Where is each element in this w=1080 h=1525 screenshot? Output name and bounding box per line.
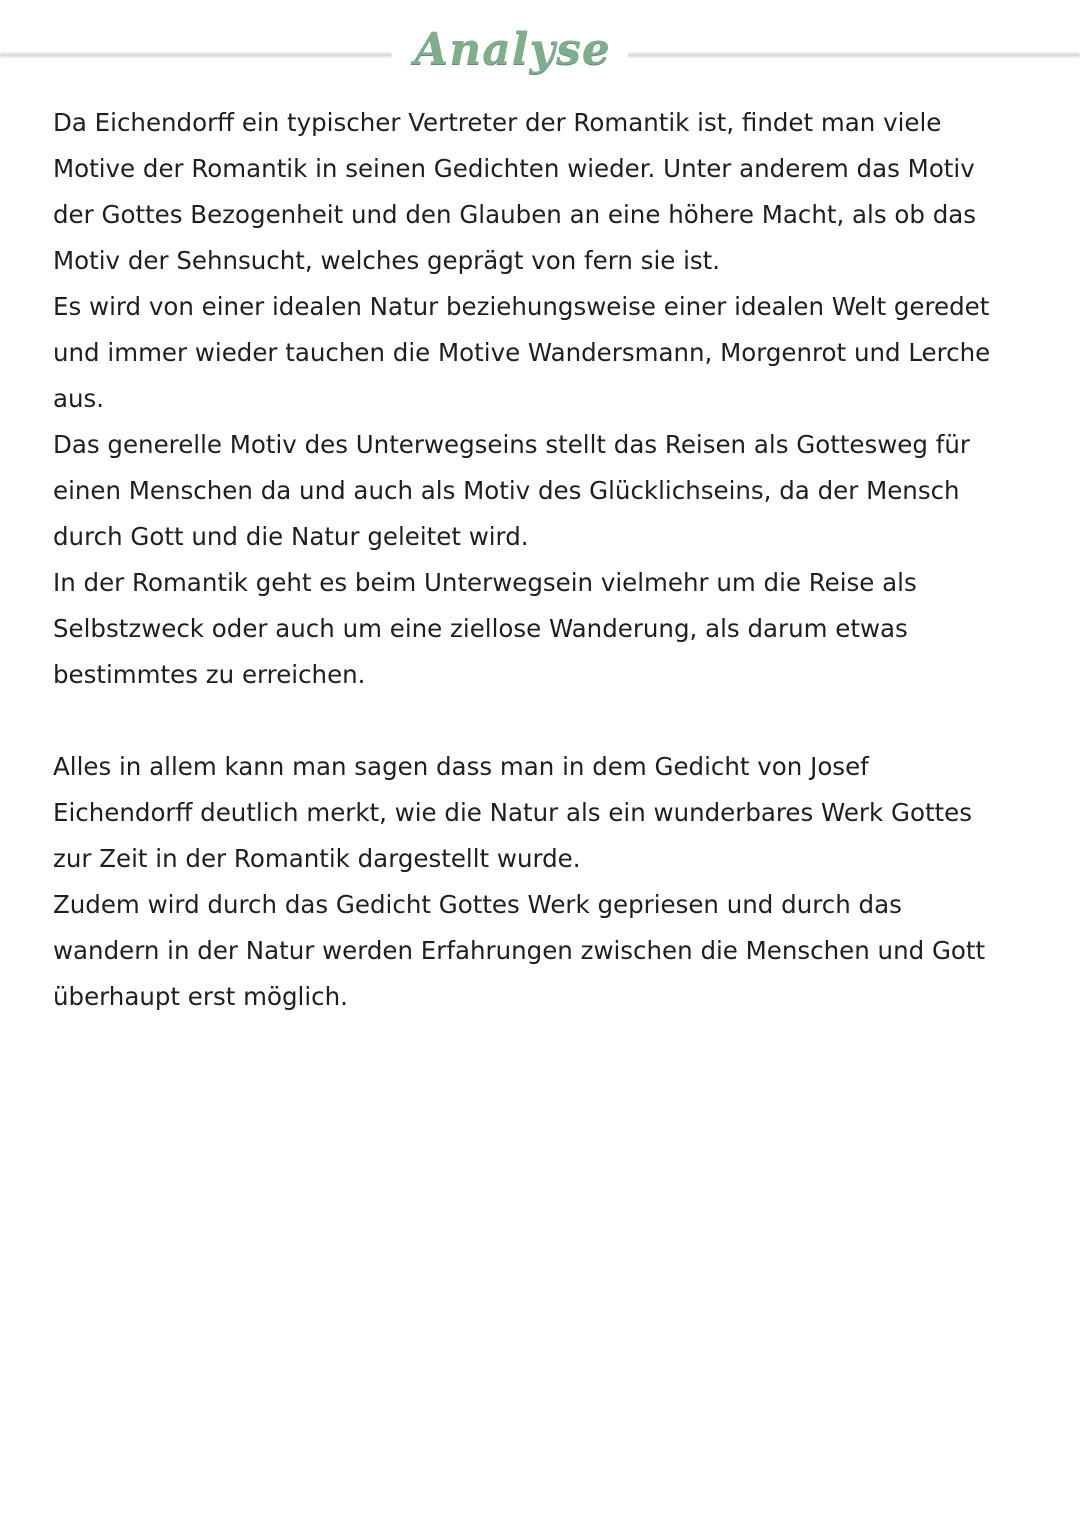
paragraph-conclusion: Alles in allem kann man sagen dass man in dem Gedicht von Josef Eichendorff deutlich merkt, wie die Natur als ein wunderbares Werk Gottes zur Zeit in der Romantik dargestellt wurde.	[53, 752, 972, 873]
paragraph-romantic-journey: In der Romantik geht es beim Unterwegsein vielmehr um die Reise als Selbstzweck oder auch um eine ziellose Wanderung, als darum etwas bestimmtes zu erreichen.	[53, 568, 917, 689]
analysis-body	[53, 100, 1013, 1020]
page-title: Analyse	[414, 24, 611, 75]
paragraph-ideal-nature: Es wird von einer idealen Natur beziehungsweise einer idealen Welt geredet und immer wieder tauchen die Motive Wandersmann, Morgenrot und Lerche aus.	[53, 292, 991, 413]
paragraph-closing: Zudem wird durch das Gedicht Gottes Werk gepriesen und durch das wandern in der Natur werden Erfahrungen zwischen die Menschen und Gott überhaupt erst möglich.	[53, 890, 986, 1011]
paragraph-gap	[53, 698, 1013, 744]
paragraph-travel-motif: Das generelle Motiv des Unterwegseins stellt das Reisen als Gottesweg für einen Menschen da und auch als Motiv des Glücklichseins, da der Mensch durch Gott und die Natur geleitet wird.	[53, 430, 970, 551]
paragraph-motives: Da Eichendorff ein typischer Vertreter der Romantik ist, findet man viele Motive der Romantik in seinen Gedichten wieder. Unter anderem das Motiv der Gottes Bezogenheit und den Glauben an eine höhere Macht, als ob das Motiv der Sehnsucht, welches geprägt von fern sie ist.	[53, 108, 977, 275]
header-rule-right	[628, 52, 1080, 58]
page-header	[0, 22, 1080, 82]
header-rule-left	[0, 52, 392, 58]
